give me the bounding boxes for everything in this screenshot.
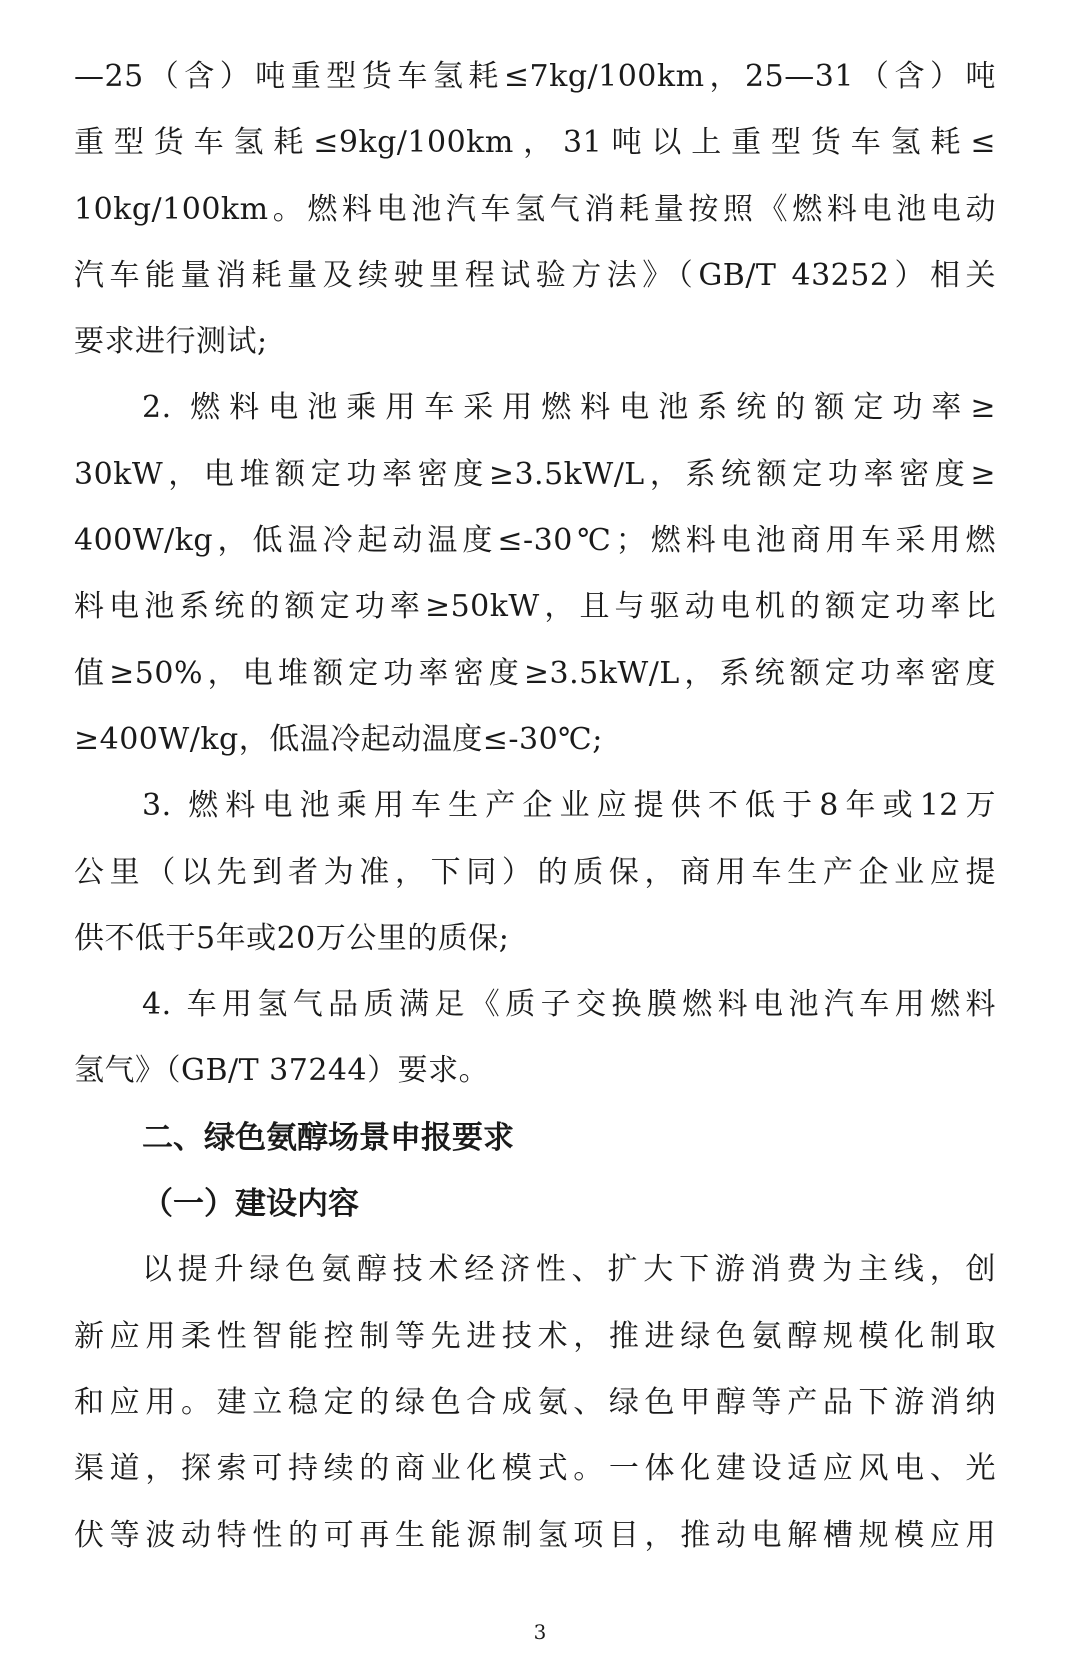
- text-line: 料电池系统的额定功率≥50kW，且与驱动电机的额定功率比: [74, 589, 996, 625]
- section-heading: 二、绿色氨醇场景申报要求: [142, 1119, 514, 1156]
- text-line: 要求进行测试;: [74, 324, 268, 360]
- text-line: —25（含）吨重型货车氢耗≤7kg/100km，25—31（含）吨: [74, 59, 996, 94]
- subsection-heading: （一）建设内容: [142, 1186, 359, 1223]
- text-line: 10kg/100km。燃料电池汽车氢气消耗量按照《燃料电池电动: [74, 191, 996, 227]
- text-line: 汽车能量消耗量及续驶里程试验方法》（GB/T 43252）相关: [74, 257, 996, 293]
- text-line: ≥400W/kg，低温冷起动温度≤-30℃;: [74, 721, 603, 757]
- text-line: 公里（以先到者为准，下同）的质保，商用车生产企业应提: [74, 854, 996, 890]
- text-line: 2. 燃料电池乘用车采用燃料电池系统的额定功率≥: [142, 390, 996, 426]
- text-line: 重型货车氢耗≤9kg/100km，31吨以上重型货车氢耗≤: [74, 125, 996, 161]
- text-line: 以提升绿色氨醇技术经济性、扩大下游消费为主线，创: [142, 1252, 996, 1288]
- text-line: 和应用。建立稳定的绿色合成氨、绿色甲醇等产品下游消纳: [74, 1384, 996, 1420]
- text-line: 渠道，探索可持续的商业化模式。一体化建设适应风电、光: [74, 1451, 996, 1487]
- page-number: 3: [533, 1620, 547, 1644]
- text-line: 伏等波动特性的可再生能源制氢项目，推动电解槽规模应用: [74, 1517, 996, 1553]
- text-line: 3. 燃料电池乘用车生产企业应提供不低于8年或12万: [142, 788, 996, 824]
- text-line: 氢气》（GB/T 37244）要求。: [74, 1053, 490, 1089]
- text-line: 供不低于5年或20万公里的质保;: [74, 920, 510, 956]
- text-line: 值≥50%，电堆额定功率密度≥3.5kW/L，系统额定功率密度: [74, 655, 996, 691]
- text-line: 30kW，电堆额定功率密度≥3.5kW/L，系统额定功率密度≥: [74, 456, 996, 492]
- text-line: 400W/kg，低温冷起动温度≤-30℃；燃料电池商用车采用燃: [74, 523, 996, 559]
- text-line: 4. 车用氢气品质满足《质子交换膜燃料电池汽车用燃料: [142, 987, 996, 1023]
- body-text: [74, 44, 996, 1569]
- text-line: 新应用柔性智能控制等先进技术，推进绿色氨醇规模化制取: [74, 1318, 996, 1354]
